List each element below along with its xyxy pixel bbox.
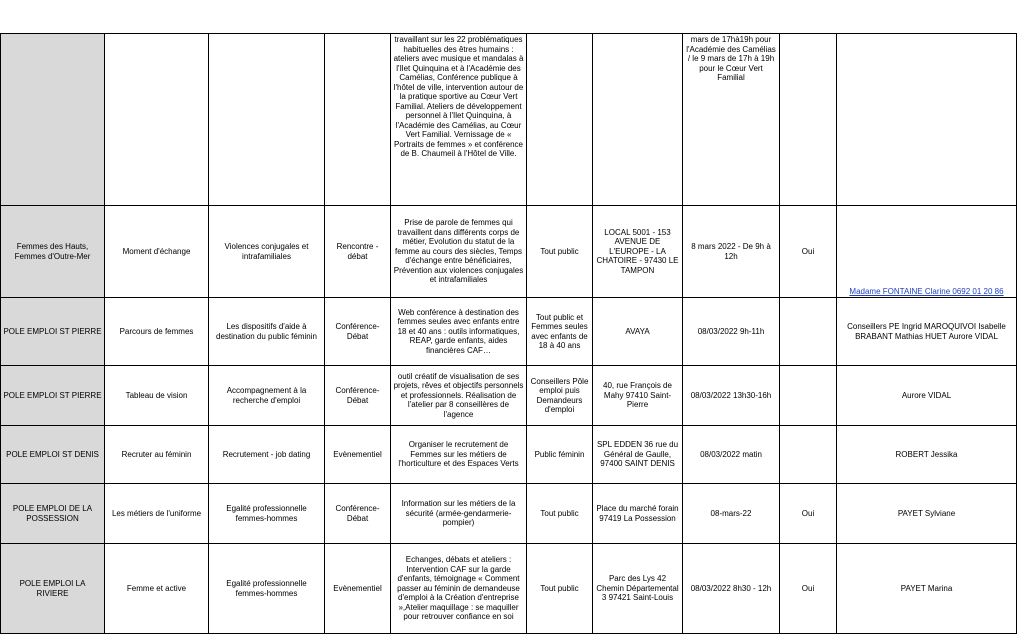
contact-cell: Conseillers PE Ingrid MAROQUIVOI Isabelle BRABANT Mathias HUET Aurore VIDAL: [837, 298, 1017, 366]
events-table: [0, 33, 1017, 634]
organizer-cell: POLE EMPLOI ST PIERRE: [1, 366, 105, 426]
table-row: [1, 544, 1017, 634]
audience-cell: Tout public: [527, 206, 593, 298]
date-cell: mars de 17hà19h pour l'Académie des Camélias / le 9 mars de 17h à 19h pour le Cœur Vert Familial: [683, 34, 780, 206]
registration-cell: [780, 366, 837, 426]
theme-cell: Egalité professionnelle femmes-hommes: [209, 484, 325, 544]
event-title-cell: Moment d'échange: [105, 206, 209, 298]
registration-cell: [780, 298, 837, 366]
date-cell: 08/03/2022 8h30 - 12h: [683, 544, 780, 634]
organizer-cell: POLE EMPLOI ST PIERRE: [1, 298, 105, 366]
location-cell: AVAYA: [593, 298, 683, 366]
event-title-cell: Femme et active: [105, 544, 209, 634]
date-cell: 08-mars-22: [683, 484, 780, 544]
date-cell: 08/03/2022 matin: [683, 426, 780, 484]
description-cell: Prise de parole de femmes qui travaillent dans différents corps de métier, Evolution du statut de la femme au cours des siècles, Temps d'échange entre bénéficiaires, Prévention aux violences conjugales et intrafamiliales: [391, 206, 527, 298]
audience-cell: Conseillers Pôle emploi puis Demandeurs d'emploi: [527, 366, 593, 426]
organizer-cell: [1, 34, 105, 206]
contact-link[interactable]: Madame FONTAINE Clarine 0692 01 20 86: [849, 286, 1004, 296]
location-cell: Parc des Lys 42 Chemin Départemental 3 97421 Saint-Louis: [593, 544, 683, 634]
description-cell: Information sur les métiers de la sécurité (armée-gendarmerie-pompier): [391, 484, 527, 544]
location-cell: LOCAL 5001 - 153 AVENUE DE L'EUROPE - LA CHATOIRE - 97430 LE TAMPON: [593, 206, 683, 298]
event-title-cell: Tableau de vision: [105, 366, 209, 426]
format-cell: Rencontre - débat: [325, 206, 391, 298]
event-title-cell: Recruter au féminin: [105, 426, 209, 484]
description-cell: Organiser le recrutement de Femmes sur les métiers de l'horticulture et des Espaces Verts: [391, 426, 527, 484]
contact-cell: Aurore VIDAL: [837, 366, 1017, 426]
table-row: [1, 206, 1017, 298]
audience-cell: Public féminin: [527, 426, 593, 484]
organizer-cell: POLE EMPLOI DE LA POSSESSION: [1, 484, 105, 544]
location-cell: 40, rue François de Mahy 97410 Saint-Pierre: [593, 366, 683, 426]
table-row: [1, 484, 1017, 544]
organizer-cell: POLE EMPLOI LA RIVIERE: [1, 544, 105, 634]
location-cell: [593, 34, 683, 206]
table-row: [1, 426, 1017, 484]
format-cell: Conférence-Débat: [325, 484, 391, 544]
theme-cell: Violences conjugales et intrafamiliales: [209, 206, 325, 298]
description-cell: Echanges, débats et ateliers : Intervention CAF sur la garde d'enfants, témoignage « Comment passer au féminin de demandeuse d'emploi à la Création d'entreprise »,Atelier maquillage : se maquiller pour retrouver confiance en soi: [391, 544, 527, 634]
format-cell: Conférence-Débat: [325, 298, 391, 366]
audience-cell: [527, 34, 593, 206]
date-cell: 8 mars 2022 - De 9h à 12h: [683, 206, 780, 298]
date-cell: 08/03/2022 9h-11h: [683, 298, 780, 366]
format-cell: Evènementiel: [325, 426, 391, 484]
registration-cell: Oui: [780, 206, 837, 298]
contact-cell: [837, 34, 1017, 206]
date-cell: 08/03/2022 13h30-16h: [683, 366, 780, 426]
contact-cell[interactable]: [837, 206, 1017, 298]
contact-cell: PAYET Marina: [837, 544, 1017, 634]
registration-cell: Oui: [780, 484, 837, 544]
contact-cell: PAYET Sylviane: [837, 484, 1017, 544]
theme-cell: Les dispositifs d'aide à destination du public féminin: [209, 298, 325, 366]
registration-cell: Oui: [780, 544, 837, 634]
organizer-cell: POLE EMPLOI ST DENIS: [1, 426, 105, 484]
table-row: [1, 366, 1017, 426]
format-cell: Evènementiel: [325, 544, 391, 634]
audience-cell: Tout public: [527, 544, 593, 634]
organizer-cell: Femmes des Hauts, Femmes d'Outre-Mer: [1, 206, 105, 298]
event-title-cell: Les métiers de l'uniforme: [105, 484, 209, 544]
event-title-cell: Parcours de femmes: [105, 298, 209, 366]
table-row: [1, 298, 1017, 366]
theme-cell: Recrutement - job dating: [209, 426, 325, 484]
description-cell: Web conférence à destination des femmes seules avec enfants entre 18 et 40 ans : outils informatiques, REAP, garde enfants, aides financières CAF…: [391, 298, 527, 366]
theme-cell: Egalité professionnelle femmes-hommes: [209, 544, 325, 634]
format-cell: [325, 34, 391, 206]
audience-cell: Tout public: [527, 484, 593, 544]
description-cell: outil créatif de visualisation de ses projets, rêves et objectifs personnels et professionnels. Réalisation de l'atelier par 8 conseillères de l'agence: [391, 366, 527, 426]
registration-cell: [780, 34, 837, 206]
location-cell: Place du marché forain 97419 La Possession: [593, 484, 683, 544]
event-title-cell: [105, 34, 209, 206]
theme-cell: [209, 34, 325, 206]
contact-cell: ROBERT Jessika: [837, 426, 1017, 484]
theme-cell: Accompagnement à la recherche d'emploi: [209, 366, 325, 426]
audience-cell: Tout public et Femmes seules avec enfants de 18 à 40 ans: [527, 298, 593, 366]
table-row: [1, 34, 1017, 206]
format-cell: Conférence-Débat: [325, 366, 391, 426]
registration-cell: [780, 426, 837, 484]
location-cell: SPL EDDEN 36 rue du Général de Gaulle, 97400 SAINT DENIS: [593, 426, 683, 484]
description-cell: travaillant sur les 22 problématiques habituelles des êtres humains : ateliers avec musique et mandalas à l'Ilet Quinquina et à l'Académie des Camélias, Conférence publique à l'hôtel de ville, intervention autour de la pratique sportive au Cœur Vert Familial. Ateliers de développement personnel à l'Ilet Quinquina, à l'Académie des Camélias, au Cœur Vert Familial. Vernissage de « Portraits de femmes » et conférence de B. Chaumeil à l'Hôtel de Ville.: [391, 34, 527, 206]
